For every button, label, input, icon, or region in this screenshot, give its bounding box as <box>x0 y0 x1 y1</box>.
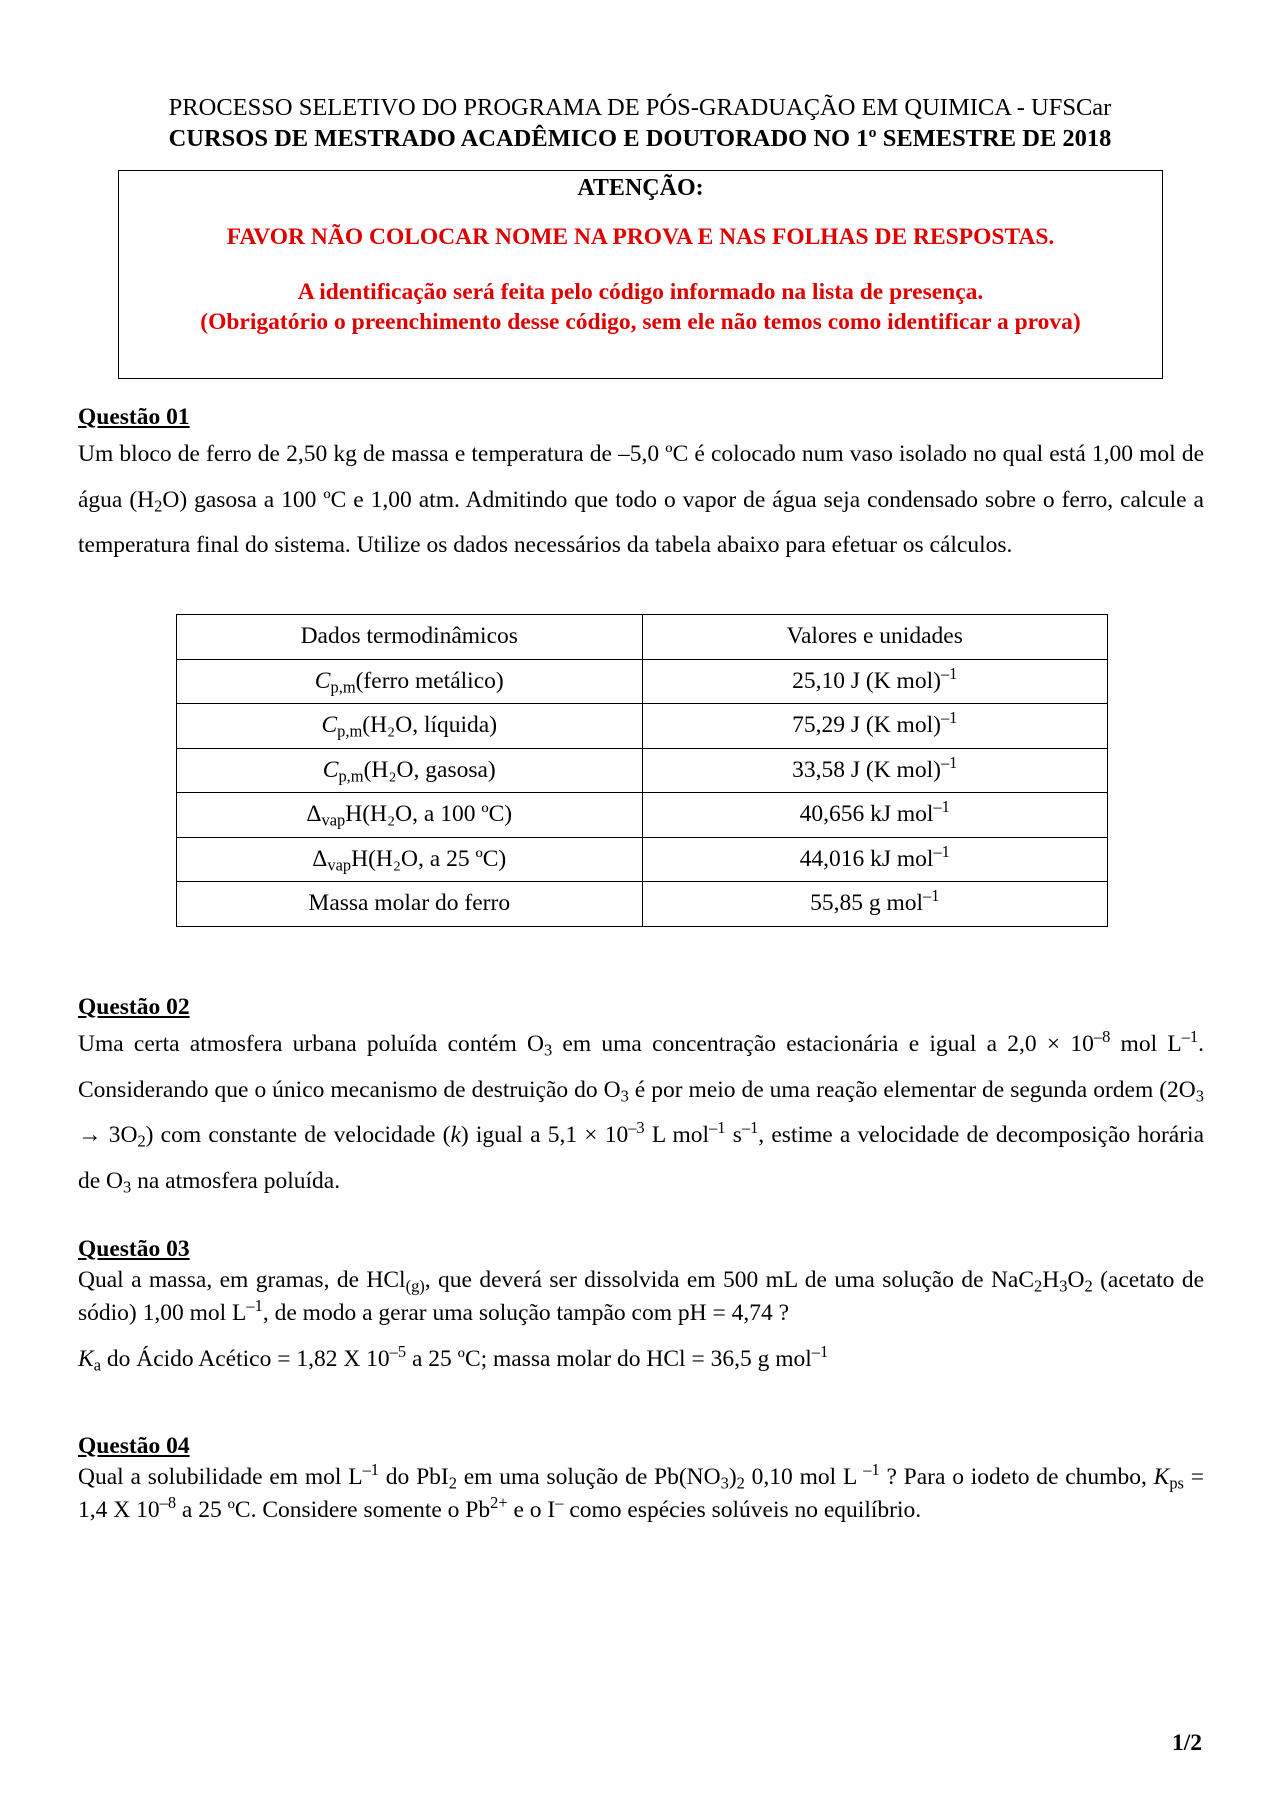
value-cell: 33,58 J (K mol)$^{-1}$ <box>642 748 1108 793</box>
exam-header <box>0 92 1280 154</box>
identification-note <box>119 277 1162 337</box>
thermodynamic-data-table <box>176 614 1108 927</box>
quantity-cell: $C_{p,m}(H_2O$, gasosa) <box>177 748 643 793</box>
table-row <box>177 704 1108 749</box>
table-row <box>177 882 1108 927</box>
table-row <box>177 837 1108 882</box>
table-row <box>177 748 1108 793</box>
question-02 <box>78 993 1204 1204</box>
question-text: Um bloco de ferro de 2,50 kg de massa e temperatura de –5,0 ºC é colocado num vaso isolado no qual está 1,00 mol de água $(H_2O)$ gasosa a 100 ºC e 1,00 atm. Admitindo que todo o vapor de água seja condensado sobre o ferro, calcule a temperatura final do sistema. Utilize os dados necessários da tabela abaixo para efetuar os cálculos. <box>78 441 1204 558</box>
question-text: Qual a massa, em gramas, de HCl$_{(g)}$, que deverá ser dissolvida em 500 mL de uma solução de $NaC_2H_3O_2$ (acetato de sódio) 1,00 mol $L^{-1}$, de modo a gerar uma solução tampão com pH = 4,74 ? <box>78 1267 1204 1326</box>
identification-line: A identificação será feita pelo código informado na lista de presença. <box>297 279 984 305</box>
reaction-arrow-icon: → <box>78 1122 109 1148</box>
question-title: Questão 04 <box>78 1433 190 1459</box>
value-cell: 75,29 J (K mol)$^{-1}$ <box>642 704 1108 749</box>
question-data-line: $K_a$ do Ácido Acético = 1,82 X $10^{-5}$ a 25 ºC; massa molar do HCl = 36,5 g mol$^{-1}$ <box>78 1341 829 1375</box>
no-name-warning: FAVOR NÃO COLOCAR NOME NA PROVA E NAS FOLHAS DE RESPOSTAS. <box>226 224 1055 250</box>
column-header: Valores e unidades <box>642 615 1108 660</box>
header-line-2: CURSOS DE MESTRADO ACADÊMICO E DOUTORADO NO 1º SEMESTRE DE 2018 <box>168 125 1112 152</box>
question-01 <box>78 403 1204 569</box>
table-header-row <box>177 615 1108 660</box>
quantity-cell: $C_{p,m}(ferro$ metálico) <box>177 659 643 704</box>
value-cell: 25,10 J (K mol)$^{-1}$ <box>642 659 1108 704</box>
value-cell: 44,016 kJ mol$^{-1}$ <box>642 837 1108 882</box>
question-title: Questão 02 <box>78 994 190 1020</box>
page-number: 1/2 <box>1171 1730 1202 1756</box>
value-cell: 40,656 kJ mol$^{-1}$ <box>642 793 1108 838</box>
table-row <box>177 793 1108 838</box>
question-text: Qual a solubilidade em mol $L^{-1}$ do PbI$_2$ em uma solução de $Pb(NO_3)_2$ 0,10 mol L $^{-1}$ ? Para o iodeto de chumbo, $K_{ps} = 1,4$ X $10^{-8}$ a 25 ºC. Considere somente o $Pb^{2+}$ e o I– como espécies solúveis no equilíbrio. <box>78 1459 1204 1523</box>
attention-title: ATENÇÃO: <box>577 175 704 201</box>
column-header: Dados termodinâmicos <box>177 615 643 660</box>
mandatory-code-line: (Obrigatório o preenchimento desse código, sem ele não temos como identificar a prova) <box>200 309 1081 335</box>
question-title: Questão 01 <box>78 404 190 430</box>
table-row <box>177 659 1108 704</box>
question-text: Uma certa atmosfera urbana poluída contém $O_3$ em uma concentração estacionária e igual a $2,0 \times 10^{-8}$ mol $L^{-1}$. Considerando que o único mecanismo de destruição do $O_3$ é por meio de uma reação elementar de segunda ordem $(2O_3 \to 3O_2)$ com constante de velocidade (k) igual a $5,1 \times 10^{-3}$ L mol$^{-1}$ $s^{-1}$, estime a velocidade de decomposição horária de $O_3$ na atmosfera poluída. <box>78 1026 1205 1197</box>
question-03 <box>78 1235 1204 1374</box>
value-cell: 55,85 g mol$^{-1}$ <box>642 882 1108 927</box>
quantity-cell: Massa molar do ferro <box>177 882 643 927</box>
quantity-cell: $\Delta_{vap}H(H_2O$, a 100 ºC) <box>177 793 643 838</box>
question-04 <box>78 1432 1204 1527</box>
quantity-cell: $\Delta_{vap}H(H_2O$, a 25 ºC) <box>177 837 643 882</box>
header-line-1: PROCESSO SELETIVO DO PROGRAMA DE PÓS-GRADUAÇÃO EM QUIMICA - UFSCar <box>168 94 1112 121</box>
quantity-cell: $C_{p,m}(H_2O$, líquida) <box>177 704 643 749</box>
question-title: Questão 03 <box>78 1236 190 1262</box>
attention-box <box>118 170 1163 379</box>
